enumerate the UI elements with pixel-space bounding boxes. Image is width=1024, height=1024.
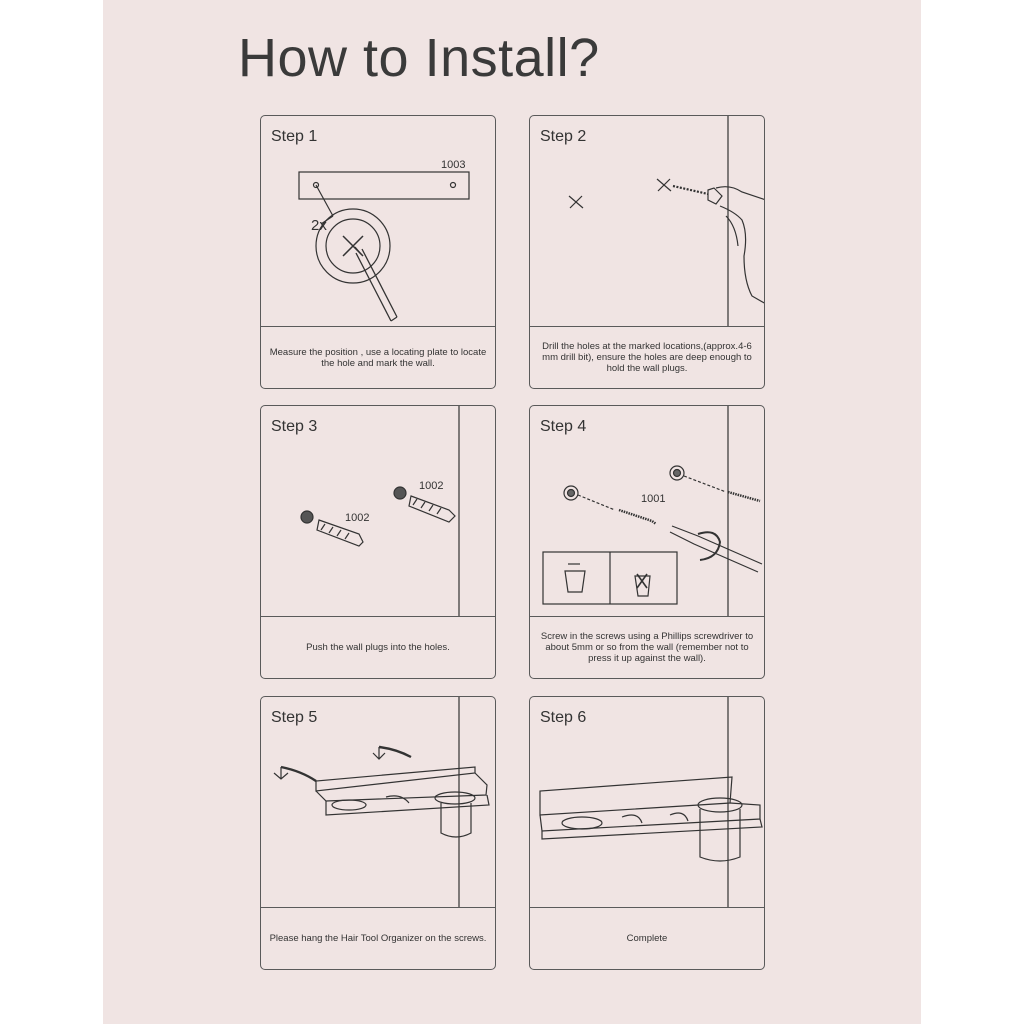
organizer-back [316, 767, 475, 791]
step-2-card [529, 115, 765, 389]
step-1-label: Step 1 [271, 128, 318, 145]
step-5-illustration [261, 697, 495, 907]
step-4-card [529, 405, 765, 679]
organizer-shelf [540, 803, 760, 831]
step-4-label: Step 4 [540, 418, 587, 435]
step-6-caption: Complete [626, 933, 668, 944]
step-1-card [260, 115, 496, 389]
step-6-label: Step 6 [540, 709, 587, 726]
step-6-card [529, 696, 765, 970]
step-1-illustration [261, 116, 495, 326]
step-2-label: Step 2 [540, 128, 587, 145]
step-1-caption: Measure the position , use a locating plate to locate the hole and mark the wall. [269, 346, 487, 369]
screwdriver [670, 526, 762, 572]
step-3-label: Step 3 [271, 418, 318, 435]
part-number-1003: 1003 [441, 159, 466, 171]
screw [728, 492, 760, 501]
step-3-caption: Push the wall plugs into the holes. [306, 642, 450, 653]
cup [700, 809, 740, 861]
step-6-illustration [530, 697, 764, 907]
part-number-1002: 1002 [419, 480, 444, 492]
step-4-caption: Screw in the screws using a Phillips screwdriver to about 5mm or so from the wall (remember not to press it up against the wall). [540, 631, 754, 664]
step-3-card [260, 405, 496, 679]
part-number-1002: 1002 [345, 512, 370, 524]
part-number-1001: 1001 [641, 493, 666, 505]
step-5-label: Step 5 [271, 709, 318, 726]
step-2-illustration [530, 116, 764, 326]
drill-bit [673, 186, 708, 194]
page-title: How to Install? [238, 28, 600, 88]
step-3-illustration [261, 406, 495, 616]
step-4-illustration [530, 406, 764, 616]
step-5-caption: Please hang the Hair Tool Organizer on the screws. [269, 933, 487, 944]
screw [619, 510, 656, 524]
quantity-label: 2x [311, 217, 327, 234]
step-2-caption: Drill the holes at the marked locations,(approx.4-6 mm drill bit), ensure the holes are deep enough to hold the wall plugs. [542, 341, 752, 374]
step-5-card [260, 696, 496, 970]
locating-plate [299, 172, 469, 199]
drill-body [716, 187, 764, 304]
instruction-sheet [103, 0, 921, 1024]
